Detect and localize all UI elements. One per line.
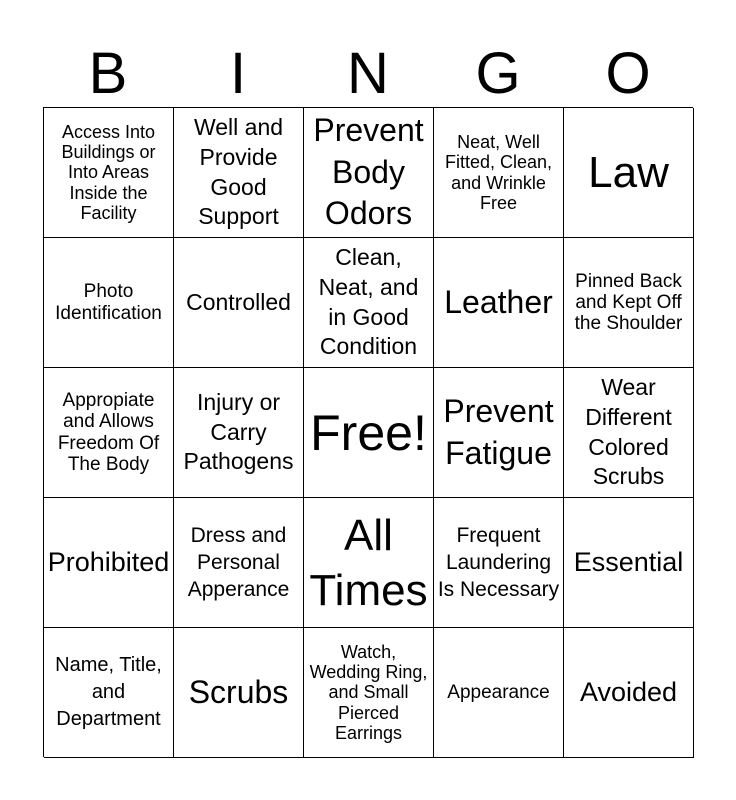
bingo-cell[interactable] bbox=[174, 368, 304, 498]
bingo-cell[interactable] bbox=[44, 108, 174, 238]
cell-text: Neat, Well Fitted, Clean, and Wrinkle Free bbox=[444, 132, 553, 213]
cell-text: Name, Title, and Department bbox=[55, 654, 162, 730]
bingo-cell[interactable] bbox=[174, 108, 304, 238]
cell-text: Clean, Neat, and in Good Condition bbox=[318, 243, 419, 360]
bingo-cell[interactable] bbox=[304, 108, 434, 238]
free-space-text: Free! bbox=[310, 404, 427, 461]
cell-text: Injury or Carry Pathogens bbox=[183, 388, 294, 475]
header-letter-g: G bbox=[475, 41, 521, 106]
bingo-cell[interactable] bbox=[434, 368, 564, 498]
bingo-cell[interactable] bbox=[564, 628, 694, 758]
header-letter-o: O bbox=[605, 41, 651, 106]
cell-text: All Times bbox=[309, 510, 428, 615]
cell-text: Scrubs bbox=[188, 673, 289, 710]
cell-text: Avoided bbox=[579, 677, 678, 708]
bingo-cell[interactable] bbox=[564, 238, 694, 368]
bingo-cell[interactable] bbox=[564, 108, 694, 238]
cell-text: Leather bbox=[444, 283, 553, 320]
bingo-cell[interactable] bbox=[304, 498, 434, 628]
cell-text: Appropiate and Allows Freedom Of The Body bbox=[57, 389, 160, 475]
cell-text: Access Into Buildings or Into Areas Inside the Facility bbox=[61, 122, 156, 223]
cell-text: Wear Different Colored Scrubs bbox=[585, 373, 672, 490]
header-letter-i: I bbox=[229, 41, 247, 106]
bingo-cell[interactable] bbox=[44, 238, 174, 368]
cell-text: Essential bbox=[573, 547, 684, 578]
header-letter-n: N bbox=[347, 41, 389, 106]
free-space-cell[interactable] bbox=[304, 368, 434, 498]
bingo-cell[interactable] bbox=[174, 238, 304, 368]
cell-text: Controlled bbox=[186, 288, 291, 315]
bingo-cell[interactable] bbox=[44, 498, 174, 628]
bingo-cell[interactable] bbox=[434, 238, 564, 368]
header-letter-b: B bbox=[88, 41, 128, 106]
bingo-cell[interactable] bbox=[44, 628, 174, 758]
bingo-cell[interactable] bbox=[564, 368, 694, 498]
bingo-cell[interactable] bbox=[434, 108, 564, 238]
cell-text: Appearance bbox=[447, 681, 550, 703]
bingo-cell[interactable] bbox=[304, 628, 434, 758]
bingo-cell[interactable] bbox=[304, 238, 434, 368]
cell-text: Law bbox=[588, 148, 669, 197]
bingo-cell[interactable] bbox=[434, 628, 564, 758]
cell-text: Pinned Back and Kept Off the Shoulder bbox=[574, 270, 683, 335]
bingo-cell[interactable] bbox=[44, 368, 174, 498]
bingo-header bbox=[43, 40, 693, 108]
cell-text: Prevent Fatigue bbox=[443, 392, 554, 471]
cell-text: Photo Identification bbox=[55, 281, 162, 324]
cell-text: Dress and Personal Apperance bbox=[187, 523, 290, 602]
bingo-grid bbox=[43, 107, 693, 757]
cell-text: Prevent Body Odors bbox=[313, 112, 424, 232]
bingo-cell[interactable] bbox=[174, 628, 304, 758]
cell-text: Frequent Laundering Is Necessary bbox=[437, 523, 560, 602]
cell-text: Prohibited bbox=[47, 547, 170, 578]
bingo-cell[interactable] bbox=[174, 498, 304, 628]
bingo-cell[interactable] bbox=[564, 498, 694, 628]
cell-text: Watch, Wedding Ring, and Small Pierced Earrings bbox=[309, 642, 428, 743]
bingo-cell[interactable] bbox=[434, 498, 564, 628]
cell-text: Well and Provide Good Support bbox=[193, 113, 284, 230]
